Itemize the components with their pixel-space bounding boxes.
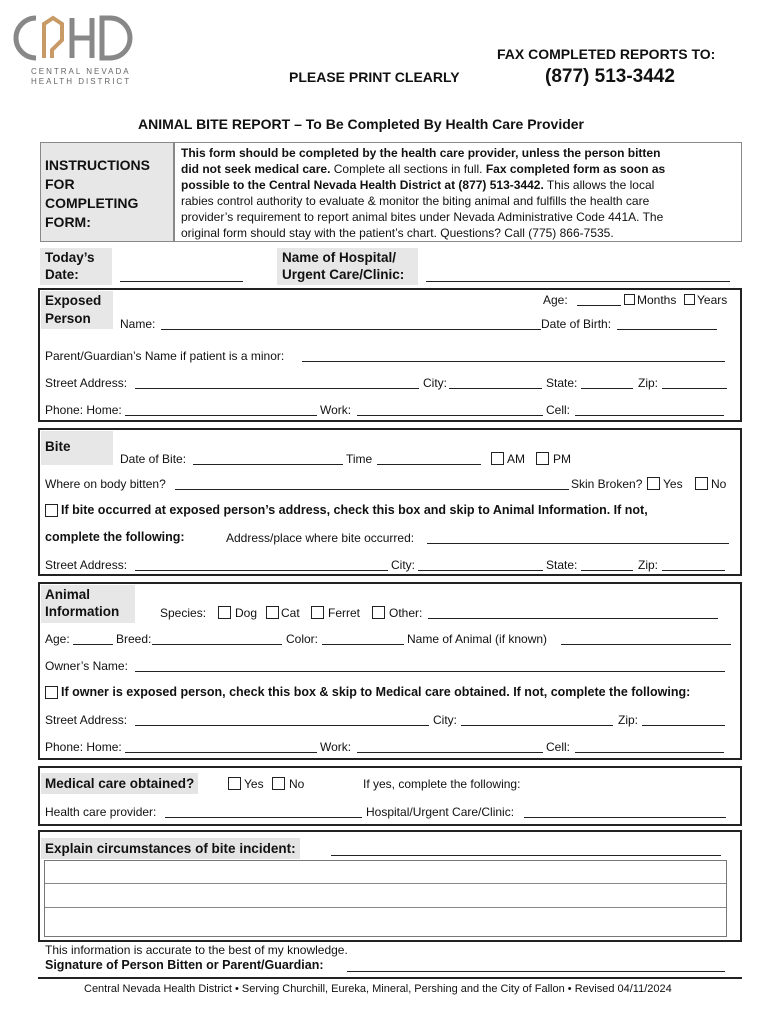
todays-date-label-2: Date:	[45, 267, 79, 282]
explain-line-1	[45, 883, 726, 884]
medical-yes-checkbox[interactable]	[228, 777, 241, 790]
todays-date-field[interactable]	[120, 281, 243, 282]
fax-label: FAX COMPLETED REPORTS TO:	[497, 46, 716, 62]
exposed-street-label: Street Address:	[45, 376, 128, 390]
owner-name-label: Owner’s Name:	[45, 659, 128, 673]
exposed-phone-home-label: Phone: Home:	[45, 403, 122, 417]
owner-phone-home-field[interactable]	[125, 752, 317, 753]
exposed-phone-home-field[interactable]	[125, 415, 317, 416]
skin-broken-label: Skin Broken?	[571, 477, 643, 491]
bite-title-box	[41, 431, 113, 465]
exposed-street-field[interactable]	[135, 388, 419, 389]
cat-checkbox[interactable]	[266, 606, 279, 619]
hospital-label-box	[277, 248, 418, 285]
owner-phone-home-label: Phone: Home:	[45, 740, 122, 754]
other-species-field[interactable]	[428, 618, 718, 619]
skin-broken-yes-label: Yes	[663, 477, 683, 491]
hospital-name-field[interactable]	[426, 281, 730, 282]
exposed-name-field[interactable]	[161, 329, 541, 330]
animal-title-1: Animal	[45, 587, 91, 602]
owner-zip-field[interactable]	[642, 725, 725, 726]
animal-name-label: Name of Animal (if known)	[407, 632, 548, 646]
exposed-zip-field[interactable]	[662, 388, 727, 389]
owner-cell-field[interactable]	[575, 752, 724, 753]
bite-place-field[interactable]	[427, 543, 729, 544]
years-label: Years	[697, 293, 728, 307]
exposed-zip-label: Zip:	[638, 376, 659, 390]
exposed-state-field[interactable]	[581, 388, 633, 389]
signature-field[interactable]	[347, 971, 725, 972]
logo-subtitle-1: CENTRAL NEVADA	[31, 67, 131, 76]
instructions-line-2a: did not seek medical care.	[181, 162, 331, 176]
dob-label: Date of Birth:	[541, 317, 612, 331]
years-checkbox[interactable]	[684, 294, 695, 305]
exposed-age-field[interactable]	[577, 305, 621, 306]
owner-street-field[interactable]	[135, 725, 429, 726]
hospital-label-2: Urgent Care/Clinic:	[282, 267, 405, 282]
medical-if-yes-text: If yes, complete the following:	[363, 777, 521, 791]
bite-at-home-text-2: complete the following:	[45, 530, 185, 544]
bite-zip-field[interactable]	[662, 570, 725, 571]
pm-checkbox[interactable]	[536, 452, 549, 465]
owner-zip-label: Zip:	[618, 713, 639, 727]
body-location-field[interactable]	[175, 489, 569, 490]
footer-divider	[38, 977, 742, 979]
owner-work-label: Work:	[320, 740, 352, 754]
instructions-heading-3: COMPLETING	[45, 195, 139, 211]
dob-field[interactable]	[617, 329, 717, 330]
bite-place-label: Address/place where bite occurred:	[226, 531, 415, 545]
provider-field[interactable]	[165, 817, 362, 818]
dog-checkbox[interactable]	[218, 606, 231, 619]
ferret-checkbox[interactable]	[311, 606, 324, 619]
exposed-age-label: Age:	[543, 293, 568, 307]
bite-zip-label: Zip:	[638, 558, 659, 572]
owner-name-field[interactable]	[135, 671, 725, 672]
animal-name-field[interactable]	[561, 644, 731, 645]
instructions-line-3a: possible to the Central Nevada Health District at (877) 513-3442.	[181, 178, 544, 192]
owner-city-field[interactable]	[461, 725, 613, 726]
todays-date-label-box	[40, 248, 112, 285]
instructions-line-3b: This allows the local	[543, 178, 655, 192]
months-label: Months	[637, 293, 677, 307]
owner-street-label: Street Address:	[45, 713, 128, 727]
exposed-title-box	[41, 291, 113, 329]
medical-title: Medical care obtained?	[41, 773, 198, 794]
skin-broken-no-label: No	[711, 477, 727, 491]
animal-age-label: Age:	[45, 632, 70, 646]
provider-label: Health care provider:	[45, 805, 157, 819]
ferret-label: Ferret	[328, 606, 361, 620]
explain-line-2	[45, 907, 726, 908]
guardian-field[interactable]	[302, 361, 725, 362]
instructions-line-2c: Fax completed form as soon as	[482, 162, 666, 176]
instructions-text-box	[174, 142, 742, 242]
bite-city-label: City:	[391, 558, 415, 572]
bite-at-home-text-1: If bite occurred at exposed person’s address, check this box and skip to Animal Information. If not,	[61, 503, 648, 517]
owner-city-label: City:	[433, 713, 457, 727]
exposed-state-label: State:	[546, 376, 578, 390]
exposed-name-label: Name:	[120, 317, 156, 331]
instructions-heading-1: INSTRUCTIONS	[45, 157, 150, 173]
bite-street-label: Street Address:	[45, 558, 128, 572]
medical-hospital-label: Hospital/Urgent Care/Clinic:	[366, 805, 515, 819]
instructions-line-2b: Complete all sections in full.	[330, 162, 483, 176]
todays-date-label-1: Today’s	[45, 250, 95, 265]
other-label: Other:	[389, 606, 423, 620]
bite-city-field[interactable]	[418, 570, 543, 571]
explain-title: Explain circumstances of bite incident:	[41, 838, 300, 859]
exposed-work-field[interactable]	[357, 415, 543, 416]
dog-label: Dog	[235, 606, 258, 620]
exposed-city-field[interactable]	[449, 388, 542, 389]
bite-time-field[interactable]	[377, 464, 481, 465]
explain-text-area[interactable]	[44, 860, 727, 937]
medical-no-label: No	[289, 777, 305, 791]
owner-is-exposed-checkbox[interactable]	[45, 686, 58, 699]
medical-yes-label: Yes	[244, 777, 264, 791]
fax-number: (877) 513-3442	[545, 66, 675, 87]
guardian-label: Parent/Guardian’s Name if patient is a minor:	[45, 349, 285, 363]
animal-title-2: Information	[45, 604, 120, 619]
pm-label: PM	[553, 452, 571, 466]
footer-text: Central Nevada Health District • Serving Churchill, Eureka, Mineral, Pershing and the City of Fallon • Revised 04/11/2024	[84, 983, 672, 995]
explain-field-line-0[interactable]	[331, 855, 721, 856]
exposed-city-label: City:	[423, 376, 447, 390]
body-location-label: Where on body bitten?	[45, 477, 166, 491]
am-checkbox[interactable]	[491, 452, 504, 465]
color-field[interactable]	[322, 644, 404, 645]
owner-is-exposed-text: If owner is exposed person, check this box & skip to Medical care obtained. If not, complete the following:	[61, 685, 691, 699]
accuracy-statement: This information is accurate to the best of my knowledge.	[45, 943, 348, 957]
color-label: Color:	[286, 632, 319, 646]
breed-label: Breed:	[116, 632, 152, 646]
cat-label: Cat	[281, 606, 300, 620]
bite-at-home-checkbox[interactable]	[45, 504, 58, 517]
owner-work-field[interactable]	[357, 752, 543, 753]
exposed-title-1: Exposed	[45, 293, 102, 308]
medical-hospital-field[interactable]	[524, 817, 726, 818]
bite-state-label: State:	[546, 558, 578, 572]
instructions-heading-box	[40, 142, 174, 242]
instructions-line-1: This form should be completed by the health care provider, unless the person bitten	[181, 146, 661, 160]
instructions-heading-2: FOR	[45, 176, 75, 192]
instructions-heading-4: FORM:	[45, 214, 91, 230]
print-clearly-notice: PLEASE PRINT CLEARLY	[289, 69, 460, 85]
bite-date-field[interactable]	[193, 464, 343, 465]
instructions-line-6: original form should stay with the patient’s chart. Questions? Call (775) 866-7535.	[181, 226, 614, 240]
other-checkbox[interactable]	[372, 606, 385, 619]
animal-age-field[interactable]	[73, 644, 113, 645]
months-checkbox[interactable]	[624, 294, 635, 305]
skin-broken-yes-checkbox[interactable]	[647, 477, 660, 490]
signature-label: Signature of Person Bitten or Parent/Guardian:	[45, 958, 324, 972]
form-title: ANIMAL BITE REPORT – To Be Completed By Health Care Provider	[138, 116, 585, 132]
bite-date-label: Date of Bite:	[120, 452, 187, 466]
logo-subtitle-2: HEALTH DISTRICT	[31, 77, 132, 86]
bite-section	[38, 428, 742, 576]
species-label: Species:	[160, 606, 207, 620]
hospital-label-1: Name of Hospital/	[282, 250, 397, 265]
exposed-work-label: Work:	[320, 403, 352, 417]
bite-state-field[interactable]	[581, 570, 633, 571]
medical-no-checkbox[interactable]	[272, 777, 285, 790]
instructions-line-5: provider’s requirement to report animal bites under Nevada Administrative Code 441A. The	[181, 210, 664, 224]
am-label: AM	[507, 452, 525, 466]
owner-cell-label: Cell:	[546, 740, 571, 754]
bite-title: Bite	[45, 439, 71, 454]
animal-title-box	[41, 585, 135, 623]
cnhd-logo-mark-icon	[6, 10, 146, 72]
bite-street-field[interactable]	[135, 570, 388, 571]
exposed-cell-label: Cell:	[546, 403, 571, 417]
breed-field[interactable]	[152, 644, 282, 645]
instructions-line-4: rabies control authority to evaluate & monitor the biting animal and fulfills the health care	[181, 194, 650, 208]
exposed-title-2: Person	[45, 311, 91, 326]
exposed-cell-field[interactable]	[575, 415, 724, 416]
skin-broken-no-checkbox[interactable]	[695, 477, 708, 490]
bite-time-label: Time	[346, 452, 373, 466]
